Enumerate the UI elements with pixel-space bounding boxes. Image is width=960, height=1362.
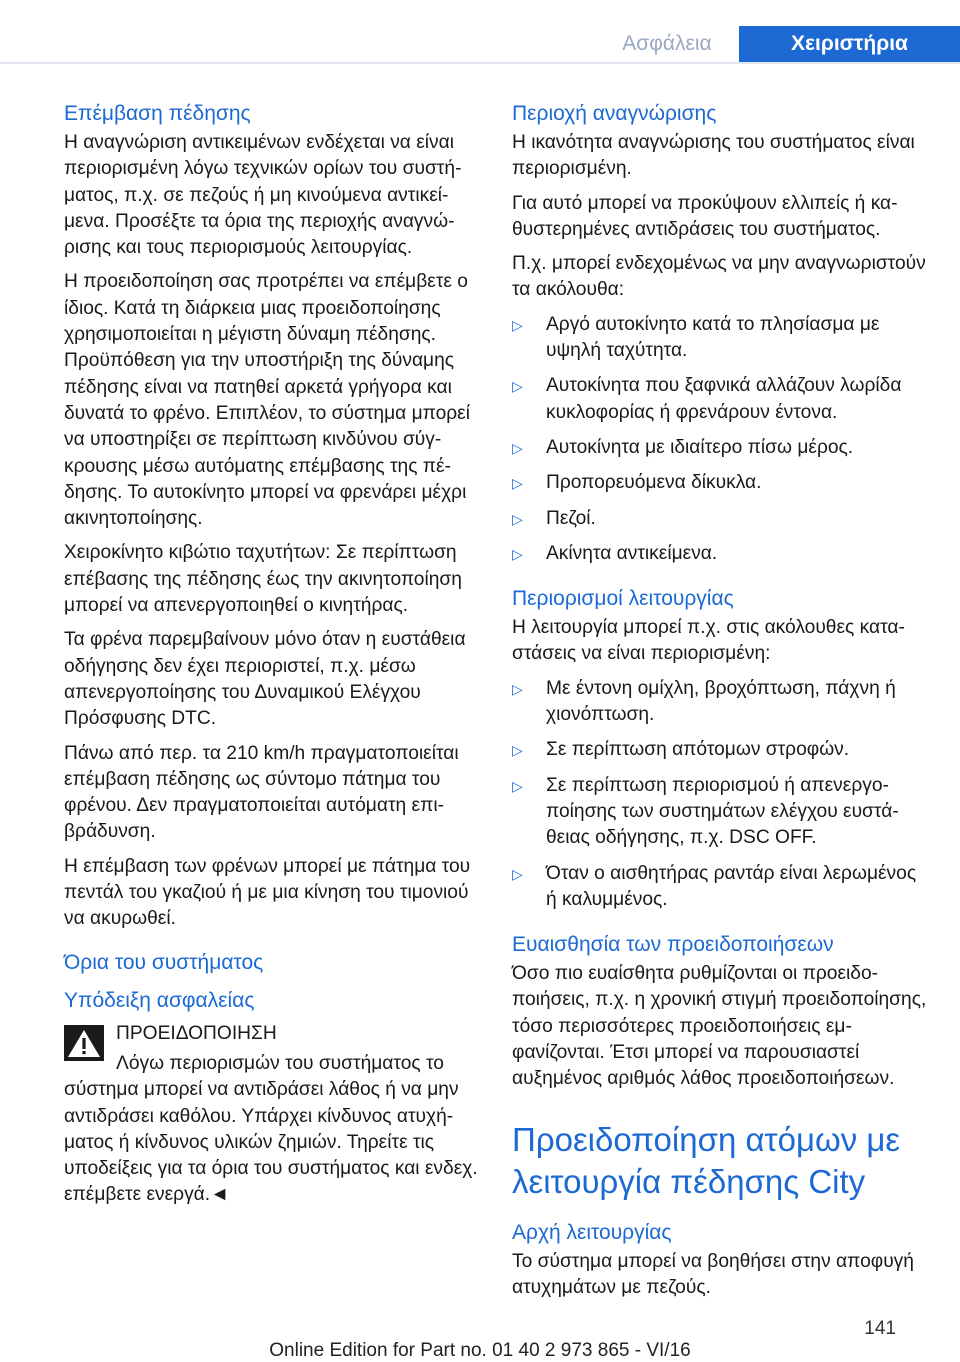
- list-item-text: Σε περίπτωση περιορισμού ή απενεργοποίησης των συστημάτων ελέγχου ευστάθειας οδήγησης, π.χ. DSC OFF.: [546, 774, 899, 849]
- triangle-right-icon: ▷: [512, 680, 523, 697]
- list-item-text: Με έντονη ομίχλη, βροχόπτωση, πάχνη ή χιονόπτωση.: [546, 677, 896, 726]
- paragraph: Για αυτό μπορεί να προκύψουν ελλιπείς ή καθυστερημένες αντιδράσεις του συστήματος.: [512, 192, 898, 240]
- list-item: [512, 737, 928, 763]
- warning-triangle-icon: [64, 1025, 104, 1061]
- warning-text: Λόγω περιορισμών του συστήματος το σύστημα μπορεί να αντιδράσει λάθος ή να μην αντιδράσει καθόλου. Υπάρχει κίνδυνος ατυχήματος ή κίνδυνος υλικών ζημιών. Τηρείτε τις υποδείξεις για τα όρια του συστήματος και ενδεχ. επέμβετε ενεργά.◄: [64, 1052, 478, 1206]
- paragraph: Η λειτουργία μπορεί π.χ. στις ακόλουθες καταστάσεις να είναι περιορισμένη:: [512, 617, 905, 665]
- list-item-text: Αργό αυτοκίνητο κατά το πλησίασμα με υψηλή ταχύτητα.: [546, 313, 880, 362]
- heading-pedestrian-warning: Προειδοποίηση ατόμων με λειτουργία πέδησης City: [512, 1120, 901, 1200]
- list-item-text: Ακίνητα αντικείμενα.: [546, 542, 718, 564]
- warning-title: ΠΡΟΕΙΔΟΠΟΙΗΣΗ: [116, 1022, 277, 1044]
- list-item-text: Σε περίπτωση απότομων στροφών.: [546, 739, 850, 761]
- chapter-tab: Χειριστήρια: [739, 26, 960, 62]
- paragraph: Το σύστημα μπορεί να βοηθήσει στην αποφυγή ατυχημάτων με πεζούς.: [512, 1250, 914, 1298]
- list-item: [512, 861, 928, 914]
- heading-warning-sensitivity: Ευαισθησία των προειδοποιήσεων: [512, 933, 834, 957]
- triangle-right-icon: ▷: [512, 378, 523, 395]
- list-item: [512, 470, 928, 496]
- list-item-text: Πεζοί.: [546, 507, 596, 529]
- list-item: [512, 312, 928, 365]
- paragraph: Χειροκίνητο κιβώτιο ταχυτήτων: Σε περίπτωση επέβασης της πέδησης έως την ακινητοποίηση μπορεί να απενεργοποιηθεί ο κινητήρας.: [64, 542, 462, 617]
- paragraph: Όσο πιο ευαίσθητα ρυθμίζονται οι προειδοποιήσεις, π.χ. η χρονική στιγμή προειδοποίησης, τόσο περισσότερες προειδοποιήσεις εμφανίζονται. Έτσι μπορεί να παρουσιαστεί αυξημένος αριθμός λάθος προειδοποιήσεων.: [512, 963, 927, 1090]
- paragraph: Η ικανότητα αναγνώρισης του συστήματος είναι περιορισμένη.: [512, 132, 915, 180]
- heading-function-limits: Περιορισμοί λειτουργίας: [512, 587, 734, 611]
- header-rule: [0, 62, 960, 64]
- right-column: [512, 100, 928, 1309]
- list-item: [512, 435, 928, 461]
- triangle-right-icon: ▷: [512, 777, 523, 794]
- heading-detection-area: Περιοχή αναγνώρισης: [512, 102, 717, 125]
- triangle-right-icon: ▷: [512, 475, 523, 492]
- page-number: 141: [864, 1318, 896, 1339]
- page-header: [0, 26, 960, 64]
- list-item: [512, 773, 928, 852]
- list-item: [512, 676, 928, 729]
- edition-note: Online Edition for Part no. 01 40 2 973 865 - VI/16: [269, 1340, 691, 1361]
- list-item: [512, 541, 928, 567]
- paragraph: Τα φρένα παρεμβαίνουν μόνο όταν η ευστάθεια οδήγησης δεν έχει περιοριστεί, π.χ. μέσω απενεργοποίησης του Δυναμικού Ελέγχου Πρόσφυσης DTC.: [64, 629, 466, 730]
- paragraph: Π.χ. μπορεί ενδεχομένως να μην αναγνωριστούν τα ακόλουθα:: [512, 253, 926, 301]
- list-item-text: Αυτοκίνητα με ιδιαίτερο πίσω μέρος.: [546, 436, 854, 458]
- paragraph: Η προειδοποίηση σας προτρέπει να επέμβετε ο ίδιος. Κατά τη διάρκεια μιας προειδοποίησης χρησιμοποιείται η μέγιστη δύναμη πέδησης. Προϋπόθεση για την υποστήριξη της δύναμης πέδησης είναι να πατηθεί αρκετά γρήγορα και δυνατά το φρένο. Επιπλέον, το σύστημα μπορεί να υποστηρίξει σε περίπτωση κινδύνου σύγκρουσης μέσω αυτόματης επέμβασης της πέδησης. Το αυτοκίνητο μπορεί να φρενάρει μέχρι ακινητοποίησης.: [64, 271, 470, 530]
- heading-principle: Αρχή λειτουργίας: [512, 1220, 672, 1244]
- triangle-right-icon: ▷: [512, 545, 523, 562]
- list-item: [512, 373, 928, 426]
- warning-box: [64, 1021, 484, 1209]
- left-column: [64, 100, 484, 1209]
- paragraph: Η επέμβαση των φρένων μπορεί με πάτημα του πεντάλ του γκαζιού ή με μια κίνηση του τιμονιού να ακυρωθεί.: [64, 855, 471, 930]
- paragraph: Πάνω από περ. τα 210 km/h πραγματοποιείται επέμβαση πέδησης ως σύντομο πάτημα του φρένου. Δεν πραγματοποιείται αυτόματη επιβράδυνση.: [64, 742, 459, 843]
- triangle-right-icon: ▷: [512, 439, 523, 456]
- triangle-right-icon: ▷: [512, 865, 523, 882]
- detection-limits-list: [512, 312, 928, 567]
- heading-braking: Επέμβαση πέδησης: [64, 102, 251, 125]
- triangle-right-icon: ▷: [512, 742, 523, 759]
- list-item-text: Προπορευόμενα δίκυκλα.: [546, 472, 762, 494]
- list-item: [512, 506, 928, 532]
- triangle-right-icon: ▷: [512, 510, 523, 527]
- triangle-right-icon: ▷: [512, 316, 523, 333]
- list-item-text: Αυτοκίνητα που ξαφνικά αλλάζουν λωρίδα κυκλοφορίας ή φρενάρουν έντονα.: [546, 375, 902, 423]
- list-item-text: Όταν ο αισθητήρας ραντάρ είναι λερωμένος ή καλυμμένος.: [546, 862, 917, 910]
- function-limits-list: [512, 676, 928, 913]
- section-tab: Ασφάλεια: [622, 32, 712, 55]
- paragraph: Η αναγνώριση αντικειμένων ενδέχεται να είναι περιορισμένη λόγω τεχνικών ορίων του συστήματος, π.χ. σε πεζούς ή μη κινούμενα αντικείμενα. Προσέξτε τα όρια της περιοχής αναγνώρισης και τους περιορισμούς λειτουργίας.: [64, 132, 462, 259]
- heading-safety-note: Υπόδειξη ασφαλείας: [64, 988, 255, 1012]
- page-footer: [0, 1310, 960, 1362]
- heading-system-limits: Όρια του συστήματος: [64, 950, 264, 974]
